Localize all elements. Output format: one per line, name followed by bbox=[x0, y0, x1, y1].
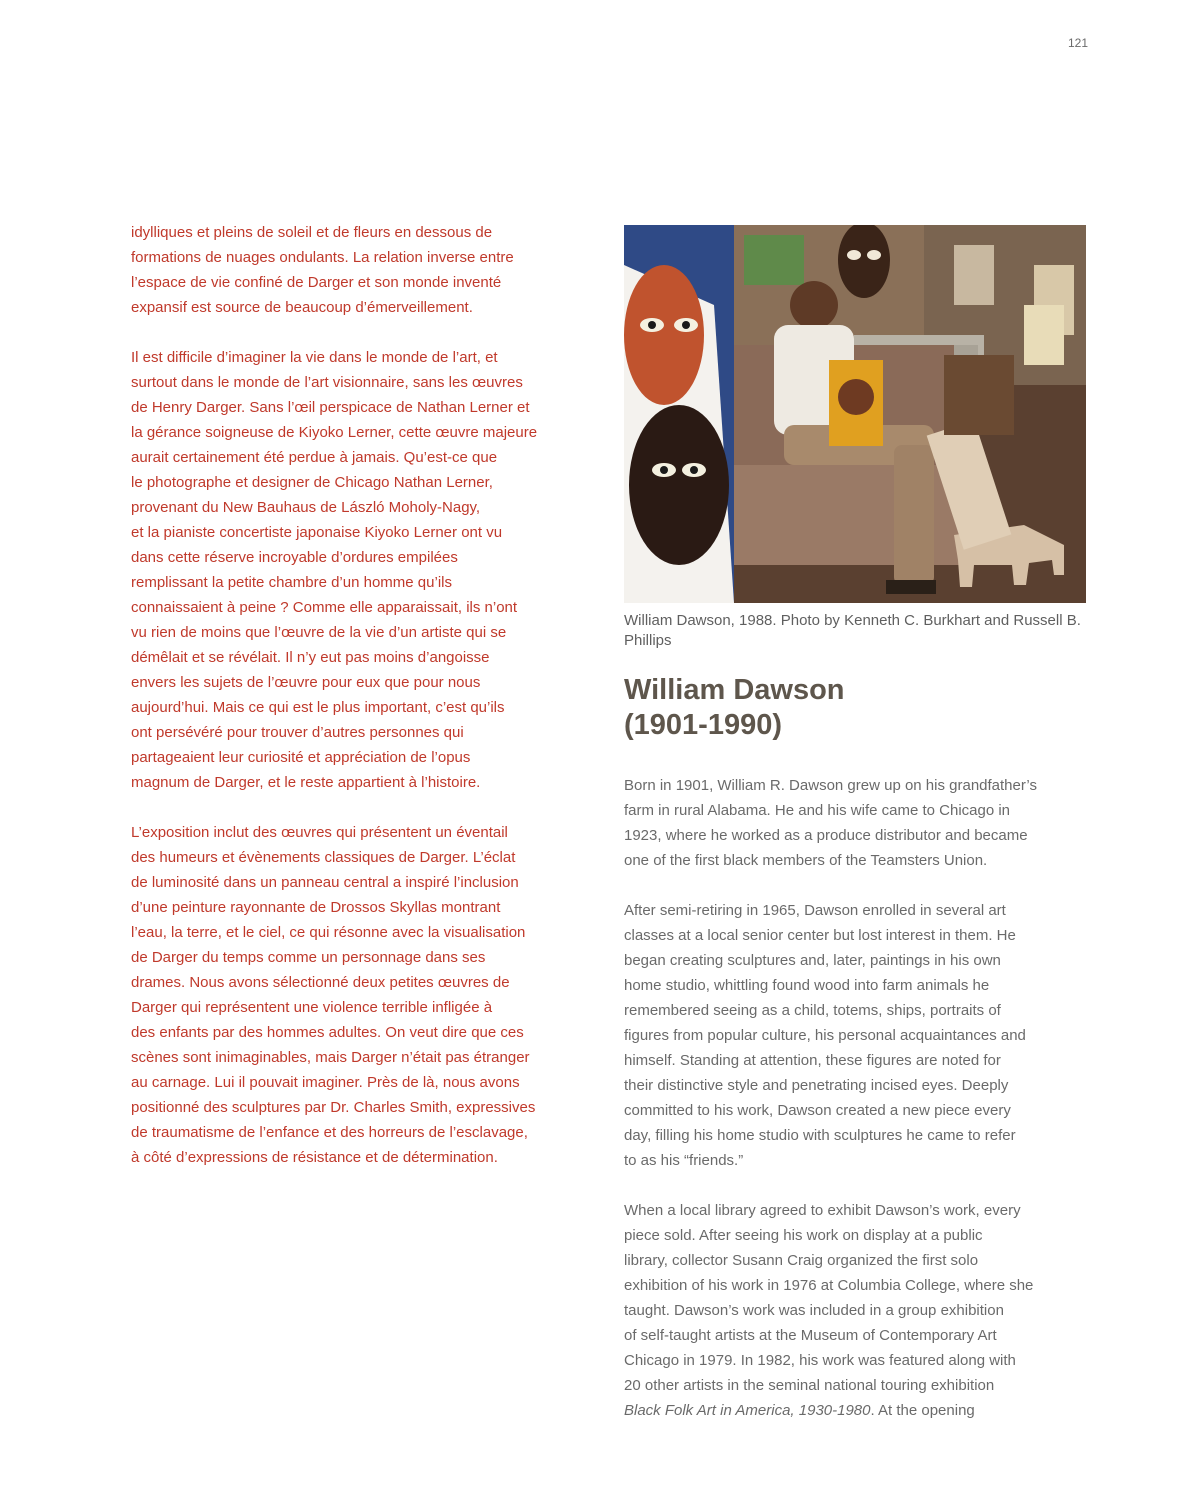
left-column bbox=[131, 220, 603, 1195]
right-paragraph-1: Born in 1901, William R. Dawson grew up on his grandfather’s farm in rural Alabama. He and his wife came to Chicago in 1923, where he worked as a produce distributor and became one of the first black members of the Teamsters Union. bbox=[624, 777, 1037, 869]
right-paragraph-3-tail: . At the opening bbox=[870, 1402, 975, 1419]
right-paragraph-3 bbox=[624, 1198, 1090, 1423]
page-number: 121 bbox=[1067, 36, 1088, 50]
photo-caption: William Dawson, 1988. Photo by Kenneth C. Burkhart and Russell B. Phillips bbox=[624, 612, 1081, 649]
right-paragraph-2: After semi-retiring in 1965, Dawson enrolled in several art classes at a local senior center but lost interest in them. He began creating sculptures and, later, paintings in his own home studio, whittling found wood into farm animals he remembered seeing as a child, totems, ships, portraits of figures from popular culture, his personal acquaintances and himself. Standing at attention, these figures are noted for their distinctive style and penetrating incised eyes. Deeply committed to his work, Dawson created a new piece every day, filling his home studio with sculptures he came to refer to as his “friends.” bbox=[624, 902, 1026, 1169]
left-paragraph-3: L’exposition inclut des œuvres qui présentent un éventail des humeurs et évènements classiques de Darger. L’éclat de luminosité dans un panneau central a inspiré l’inclusion d’une peinture rayonnante de Drossos Skyllas montrant l’eau, la terre, et le ciel, ce qui résonne avec la visualisation de Darger du temps comme un personnage dans ses drames. Nous avons sélectionné deux petites œuvres de Darger qui représentent une violence terrible infligée à des enfants par des hommes adultes. On veut dire que ces scènes sont inimaginables, mais Darger n’était pas étranger au carnage. Lui il pouvait imaginer. Près de là, nous avons positionné des sculptures par Dr. Charles Smith, expressives de traumatisme de l’enfance et des horreurs de l’esclavage, à côté d’expressions de résistance et de détermination. bbox=[131, 824, 536, 1166]
artist-photo bbox=[624, 225, 1086, 603]
section-heading bbox=[624, 673, 1090, 743]
right-paragraph-3-text: When a local library agreed to exhibit Dawson’s work, every piece sold. After seeing his work on display at a public library, collector Susann Craig organized the first solo exhibition of his work in 1976 at Columbia College, where she taught. Dawson’s work was included in a group exhibition of self-taught artists at the Museum of Contemporary Art Chicago in 1979. In 1982, his work was featured along with 20 other artists in the seminal national touring exhibition bbox=[624, 1202, 1034, 1394]
artist-photo-illustration bbox=[624, 225, 1086, 603]
heading-dates: (1901-1990) bbox=[624, 709, 782, 741]
left-paragraph-2: Il est difficile d’imaginer la vie dans le monde de l’art, et surtout dans le monde de l’art visionnaire, sans les œuvres de Henry Darger. Sans l’œil perspicace de Nathan Lerner et la gérance soigneuse de Kiyoko Lerner, cette œuvre majeure aurait certainement été perdue à jamais. Qu’est-ce que le photographe et designer de Chicago Nathan Lerner, provenant du New Bauhaus de László Moholy-Nagy, et la pianiste concertiste japonaise Kiyoko Lerner ont vu dans cette réserve incroyable d’ordures empilées remplissant la petite chambre d’un homme qu’ils connaissaient à peine ? Comme elle apparaissait, ils n’ont vu rien de moins que l’œuvre de la vie d’un artiste qui se démêlait et se révélait. Il n’y eut pas moins d’angoisse envers les sujets de l’œuvre pour eux que pour nous aujourd’hui. Mais ce qui est le plus important, c’est qu’ils ont persévéré pour trouver d’autres personnes qui partageaient leur curiosité et appréciation de l’opus magnum de Darger, et le reste appartient à l’histoire. bbox=[131, 349, 538, 791]
heading-name: William Dawson bbox=[624, 674, 845, 706]
exhibition-title: Black Folk Art in America, 1930-1980 bbox=[624, 1402, 871, 1419]
left-paragraph-1: idylliques et pleins de soleil et de fleurs en dessous de formations de nuages ondulants. La relation inverse entre l’espace de vie confiné de Darger et son monde inventé expansif est source de beaucoup d’émerveillement. bbox=[131, 224, 514, 316]
right-column bbox=[624, 225, 1090, 1448]
